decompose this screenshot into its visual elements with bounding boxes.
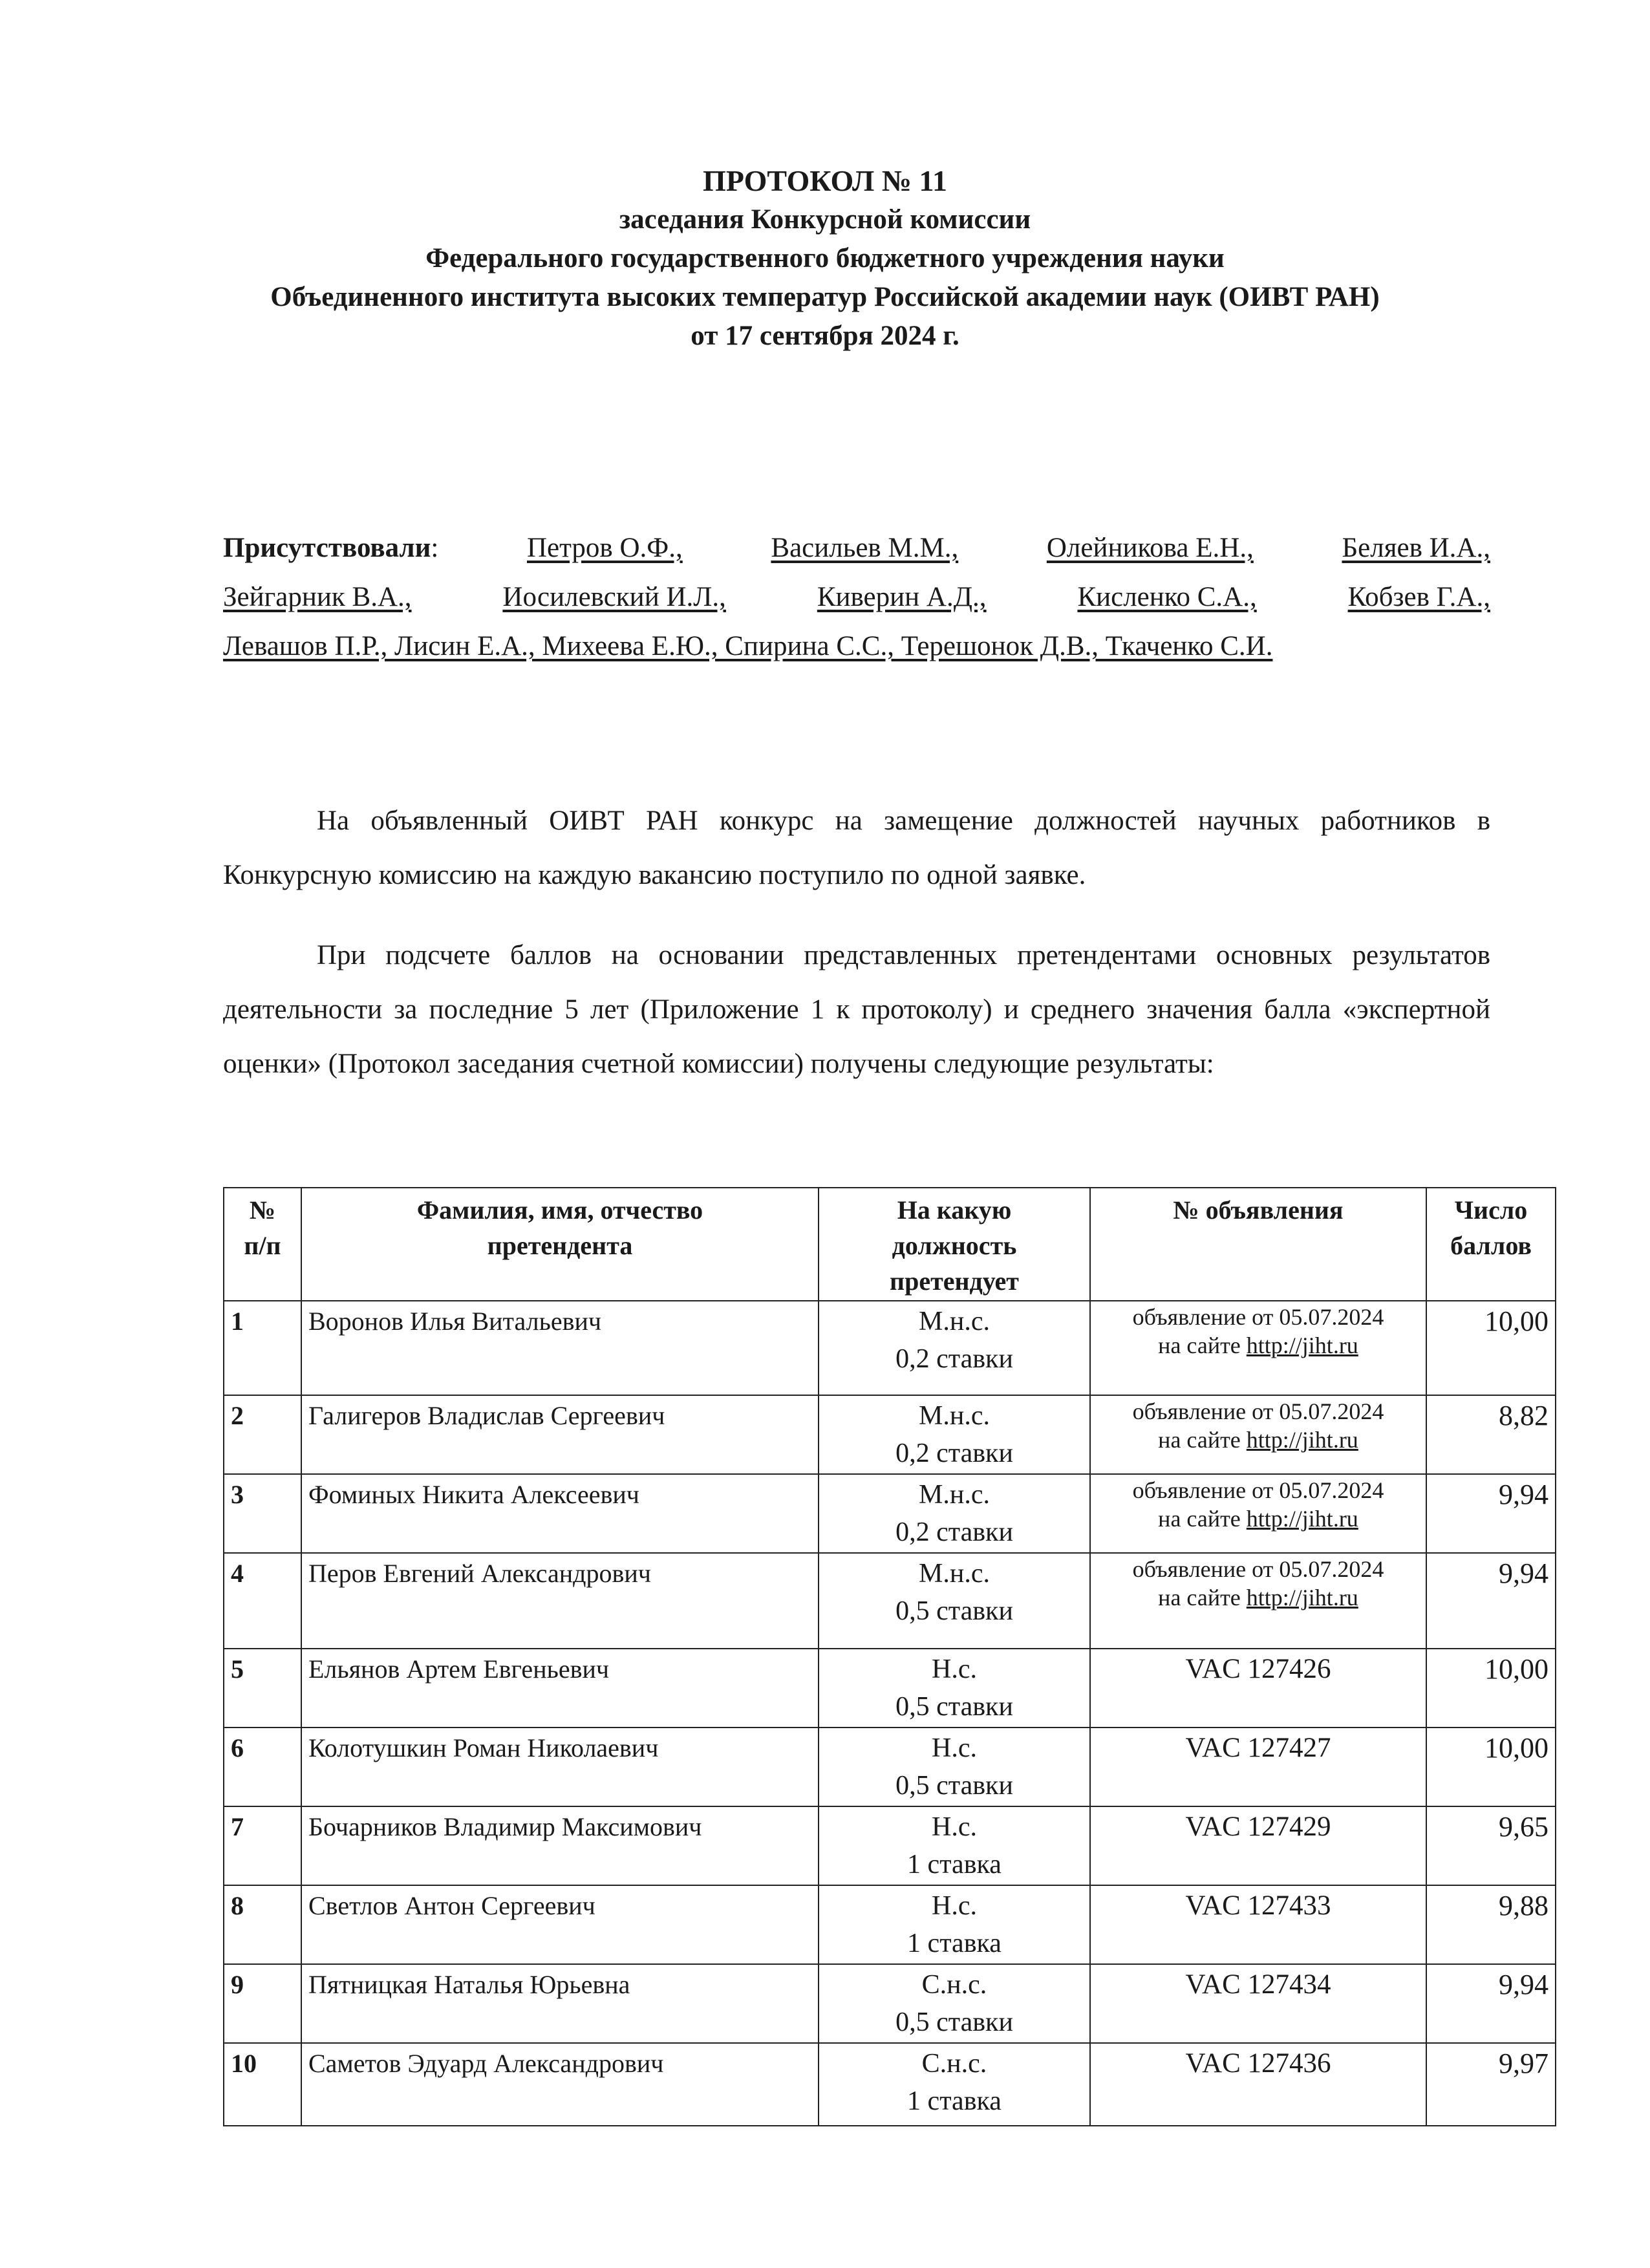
paragraph-competition: На объявленный ОИВТ РАН конкурс на замещение должностей научных работников в Конкурсную комиссию на каждую вакансию поступило по одной заявке. xyxy=(223,806,1490,890)
announcement-cell: объявление от 05.07.2024 на сайте http://jiht.ru xyxy=(1090,1301,1426,1395)
table-row xyxy=(224,1301,1556,1395)
table-row xyxy=(224,1649,1556,1728)
candidate-name: Ельянов Артем Евгеньевич xyxy=(301,1649,819,1728)
announcement-cell: VAC 127426 xyxy=(1090,1649,1426,1728)
position-cell: С.н.с. 0,5 ставки xyxy=(819,1964,1090,2043)
score-cell: 9,88 xyxy=(1426,1885,1556,1964)
attendee: Иосилевский И.Л., xyxy=(502,582,726,612)
attendance-line-1: Присутствовали: Петров О.Ф., Васильев М.М., Олейникова Е.Н., Беляев И.А., xyxy=(223,524,1490,573)
announcement-cell: объявление от 05.07.2024 на сайте http://jiht.ru xyxy=(1090,1395,1426,1474)
row-number: 8 xyxy=(224,1885,301,1964)
position-cell: Н.с. 0,5 ставки xyxy=(819,1649,1090,1728)
table-row xyxy=(224,1806,1556,1885)
attendance-line-2 xyxy=(223,573,1490,622)
row-number: 1 xyxy=(224,1301,301,1395)
header-line-2: Федерального государственного бюджетного учреждения науки xyxy=(425,243,1225,273)
position-cell: М.н.с. 0,2 ставки xyxy=(819,1301,1090,1395)
position-cell: Н.с. 1 ставка xyxy=(819,1806,1090,1885)
candidate-name: Бочарников Владимир Максимович xyxy=(301,1806,819,1885)
score-cell: 10,00 xyxy=(1426,1649,1556,1728)
announcement-cell: VAC 127434 xyxy=(1090,1964,1426,2043)
announcement-cell: VAC 127433 xyxy=(1090,1885,1426,1964)
attendee: Зейгарник В.А., xyxy=(223,582,412,612)
position-cell: С.н.с. 1 ставка xyxy=(819,2043,1090,2126)
row-number: 4 xyxy=(224,1553,301,1649)
header-position: На какую должность претендует xyxy=(819,1188,1090,1301)
table-row xyxy=(224,1474,1556,1553)
position-cell: М.н.с. 0,5 ставки xyxy=(819,1553,1090,1649)
score-cell: 9,94 xyxy=(1426,1474,1556,1553)
attendee: Петров О.Ф., xyxy=(526,533,683,563)
announcement-cell: VAC 127436 xyxy=(1090,2043,1426,2126)
header-announcement: № объявления xyxy=(1090,1188,1426,1301)
attendance-label: Присутствовали xyxy=(223,533,431,563)
header-name: Фамилия, имя, отчество претендента xyxy=(301,1188,819,1301)
score-cell: 10,00 xyxy=(1426,1728,1556,1806)
row-number: 7 xyxy=(224,1806,301,1885)
candidate-name: Фоминых Никита Алексеевич xyxy=(301,1474,819,1553)
attendee-list: Левашов П.Р., Лисин Е.А., Михеева Е.Ю., Спирина С.С., Терешонок Д.В., Ткаченко С.И. xyxy=(223,631,1273,661)
score-cell: 9,65 xyxy=(1426,1806,1556,1885)
table-row xyxy=(224,1395,1556,1474)
attendee: Кисленко С.А., xyxy=(1077,582,1257,612)
candidate-name: Пятницкая Наталья Юрьевна xyxy=(301,1964,819,2043)
row-number: 9 xyxy=(224,1964,301,2043)
candidate-name: Колотушкин Роман Николаевич xyxy=(301,1728,819,1806)
candidate-name: Галигеров Владислав Сергеевич xyxy=(301,1395,819,1474)
attendee: Олейникова Е.Н., xyxy=(1046,533,1254,563)
position-cell: Н.с. 0,5 ставки xyxy=(819,1728,1090,1806)
announcement-cell: объявление от 05.07.2024 на сайте http://jiht.ru xyxy=(1090,1474,1426,1553)
announcement-cell: VAC 127429 xyxy=(1090,1806,1426,1885)
position-cell: М.н.с. 0,2 ставки xyxy=(819,1474,1090,1553)
table-row xyxy=(224,1964,1556,2043)
table-row xyxy=(224,1728,1556,1806)
attendee: Васильев М.М., xyxy=(771,533,959,563)
row-number: 10 xyxy=(224,2043,301,2126)
paragraph-scoring: При подсчете баллов на основании представленных претендентами основных результатов деятельности за последние 5 лет (Приложение 1 к протоколу) и среднего значения балла «экспертной оценки» (Протокол заседания счетной комиссии) получены следующие результаты: xyxy=(223,940,1490,1079)
position-cell: М.н.с. 0,2 ставки xyxy=(819,1395,1090,1474)
table-row xyxy=(224,1553,1556,1649)
attendee: Киверин А.Д., xyxy=(817,582,987,612)
row-number: 3 xyxy=(224,1474,301,1553)
score-cell: 9,94 xyxy=(1426,1964,1556,2043)
table-header-row xyxy=(224,1188,1556,1301)
score-cell: 10,00 xyxy=(1426,1301,1556,1395)
site-link[interactable]: http://jiht.ru xyxy=(1246,1427,1358,1453)
attendance-line-3 xyxy=(223,622,1490,671)
attendance-block xyxy=(223,524,1490,671)
announcement-cell: объявление от 05.07.2024 на сайте http://jiht.ru xyxy=(1090,1553,1426,1649)
table-row xyxy=(224,1885,1556,1964)
row-number: 6 xyxy=(224,1728,301,1806)
site-link[interactable]: http://jiht.ru xyxy=(1246,1585,1358,1610)
row-number: 2 xyxy=(224,1395,301,1474)
header-number: № п/п xyxy=(224,1188,301,1301)
attendee: Беляев И.А., xyxy=(1342,533,1490,563)
protocol-date: от 17 сентября 2024 г. xyxy=(691,321,959,351)
score-cell: 9,97 xyxy=(1426,2043,1556,2126)
header-line-3: Объединенного института высоких температур Российской академии наук (ОИВТ РАН) xyxy=(270,282,1380,312)
header-score: Число баллов xyxy=(1426,1188,1556,1301)
protocol-title: ПРОТОКОЛ № 11 xyxy=(703,164,947,197)
document-header xyxy=(0,162,1650,356)
table-row xyxy=(224,2043,1556,2126)
score-cell: 9,94 xyxy=(1426,1553,1556,1649)
score-cell: 8,82 xyxy=(1426,1395,1556,1474)
site-link[interactable]: http://jiht.ru xyxy=(1246,1332,1358,1358)
announcement-cell: VAC 127427 xyxy=(1090,1728,1426,1806)
candidate-name: Саметов Эдуард Александрович xyxy=(301,2043,819,2126)
candidate-name: Перов Евгений Александрович xyxy=(301,1553,819,1649)
attendee: Кобзев Г.А., xyxy=(1347,582,1490,612)
header-line-1: заседания Конкурсной комиссии xyxy=(619,204,1031,235)
row-number: 5 xyxy=(224,1649,301,1728)
site-link[interactable]: http://jiht.ru xyxy=(1246,1506,1358,1532)
candidate-name: Светлов Антон Сергеевич xyxy=(301,1885,819,1964)
candidate-name: Воронов Илья Витальевич xyxy=(301,1301,819,1395)
position-cell: Н.с. 1 ставка xyxy=(819,1885,1090,1964)
results-table xyxy=(223,1187,1556,2126)
